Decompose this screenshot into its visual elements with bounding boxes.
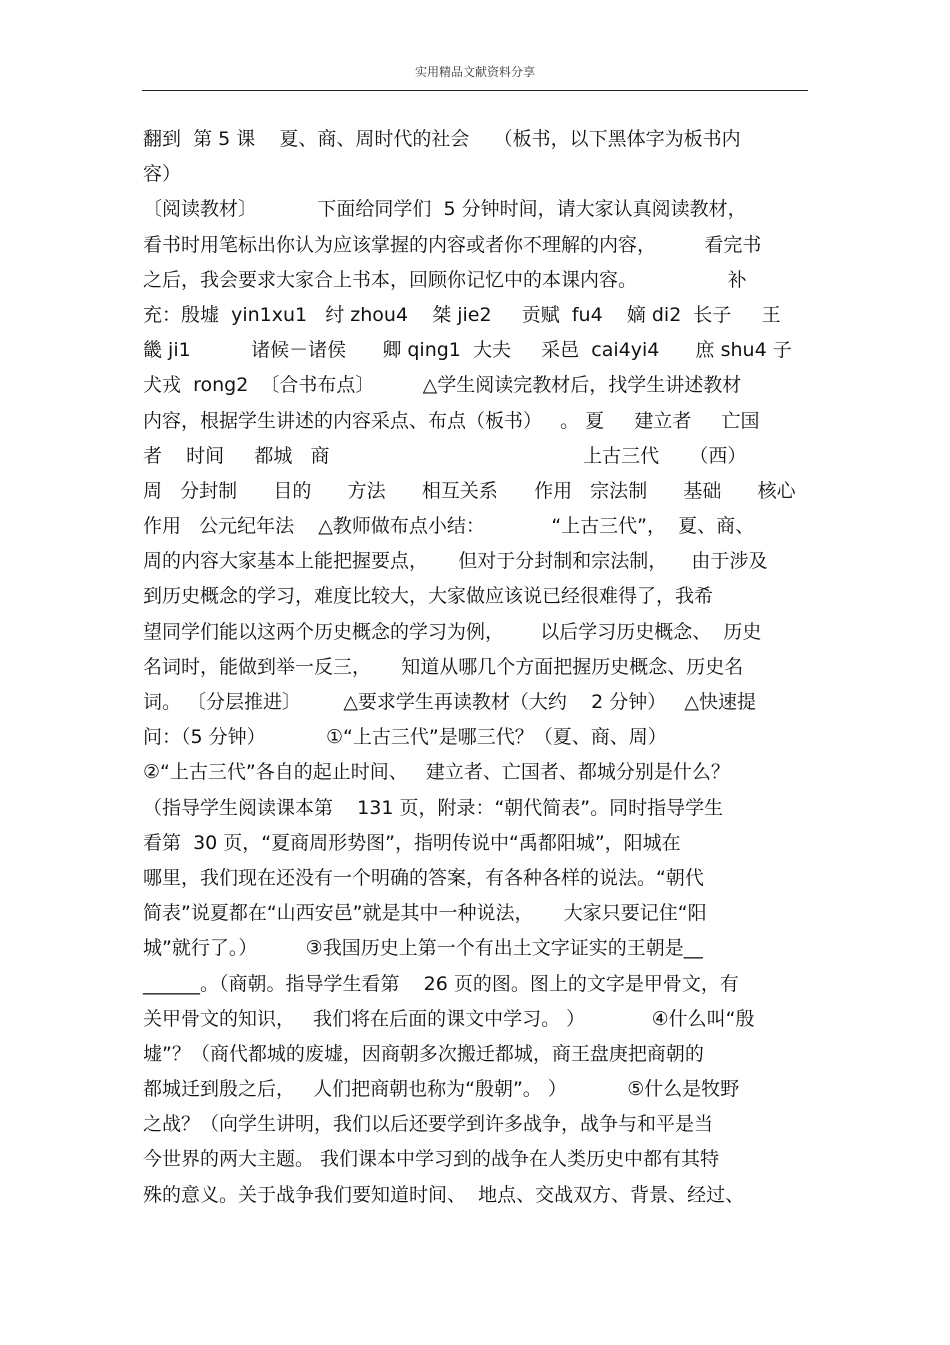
text-line: 关甲骨文的知识， 我们将在后面的课文中学习。 ） ④什么叫“殷 [143, 1007, 755, 1030]
text-line: 都城迁到殷之后， 人们把商朝也称为“殷朝”。 ） ⑤什么是牧野 [143, 1078, 740, 1101]
text-line: （指导学生阅读课本第 131 页，附录：“朝代简表”。同时指导学生 [143, 796, 724, 819]
text-line: 之战？（向学生讲明，我们以后还要学到许多战争，战争与和平是当 [143, 1113, 714, 1136]
text-line: 到历史概念的学习，难度比较大，大家做应该说已经很难得了，我希 [143, 585, 714, 608]
text-line: 殊的意义。关于战争我们要知道时间、 地点、交战双方、背景、经过、 [143, 1183, 745, 1206]
header-divider [142, 90, 808, 91]
text-line: 之后，我会要求大家合上书本，回顾你记忆中的本课内容。 补 [143, 268, 747, 291]
text-line: 词。 〔分层推进〕 △要求学生再读教材（大约 2 分钟） △快速提 [143, 691, 756, 713]
text-line: 畿 ji1 诸候－诸侯 卿 qing1 大夫 采邑 cai4yi4 庶 shu4 子 [143, 339, 792, 362]
text-line: 看书时用笔标出你认为应该掌握的内容或者你不理解的内容， 看完书 [143, 233, 762, 256]
text-line: 简表”说夏都在“山西安邑”就是其中一种说法， 大家只要记住“阳 [143, 902, 707, 925]
text-line: 哪里，我们现在还没有一个明确的答案，有各种各样的说法。“朝代 [143, 866, 704, 889]
text-line: 容） [143, 163, 182, 186]
text-line: 周的内容大家基本上能把握要点， 但对于分封制和宗法制， 由于涉及 [143, 550, 768, 573]
text-line: ______。（商朝。指导学生看第 26 页的图。图上的文字是甲骨文，有 [143, 972, 739, 995]
text-line: 看第 30 页，“夏商周形势图”，指明传说中“禹都阳城”，阳城在 [143, 831, 681, 854]
text-line: 墟”？（商代都城的废墟，因商朝多次搬迁都城，商王盘庚把商朝的 [143, 1042, 704, 1065]
text-line: 城”就行了。） ③我国历史上第一个有出土文字证实的王朝是__ [143, 937, 703, 960]
text-line: 〔阅读教材〕 下面给同学们 5 分钟时间，请大家认真阅读教材， [143, 198, 747, 221]
text-line: 名词时，能做到举一反三， 知道从哪几个方面把握历史概念、历史名 [143, 655, 744, 678]
text-line: 望同学们能以这两个历史概念的学习为例， 以后学习历史概念、 历史 [143, 620, 762, 643]
text-line: 作用 公元纪年法 △教师做布点小结： “上古三代”， 夏、商、 [143, 515, 755, 538]
text-line: 今世界的两大主题。 我们课本中学习到的战争在人类历史中都有其特 [143, 1148, 720, 1171]
text-line: 问：（5 分钟） ①“上古三代”是哪三代？（夏、商、周） [143, 726, 667, 749]
text-line: 内容，根据学生讲述的内容采点、布点（板书） 。 夏 建立者 亡国 [143, 409, 760, 432]
page-header: 实用精品文献资料分享 [414, 65, 535, 79]
text-line: 者 时间 都城 商 上古三代 （西） [143, 444, 747, 467]
text-line: ②“上古三代”各自的起止时间、 建立者、亡国者、都城分别是什么？ [143, 761, 730, 784]
text-line: 翻到 第 5 课 夏、商、周时代的社会 （板书，以下黑体字为板书内 [143, 128, 741, 150]
text-line: 充：殷墟 yin1xu1 纣 zhou4 桀 jie2 贡赋 fu4 嫡 di2 长子 王 [143, 303, 781, 326]
text-line: 犬戎 rong2 〔合书布点〕 △学生阅读完教材后，找学生讲述教材 [143, 374, 742, 397]
document-body [143, 122, 813, 1213]
text-line: 周 分封制 目的 方法 相互关系 作用 宗法制 基础 核心 [143, 479, 796, 502]
